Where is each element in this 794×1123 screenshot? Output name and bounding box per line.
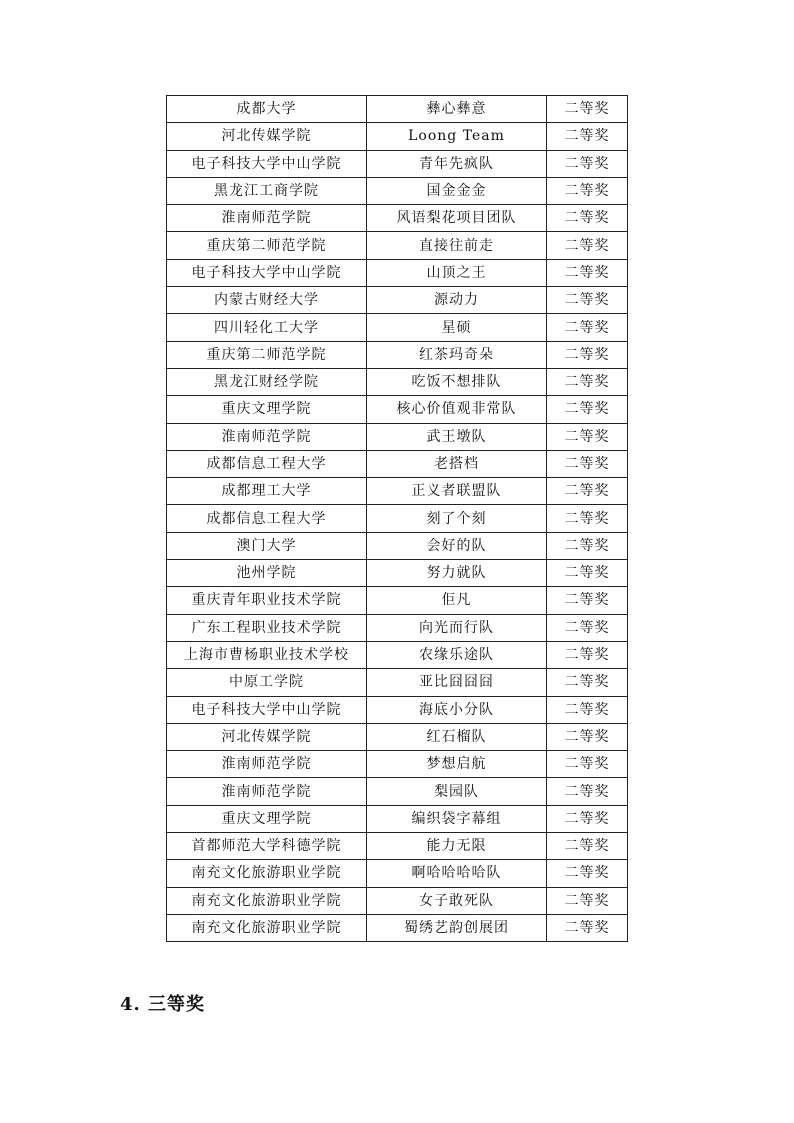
table-row (167, 341, 628, 368)
table-row (167, 396, 628, 423)
award-level-cell: 二等奖 (547, 614, 628, 641)
award-level-cell: 二等奖 (547, 259, 628, 286)
school-name-cell: 淮南师范学院 (167, 751, 367, 778)
team-name-cell: 会好的队 (367, 532, 547, 559)
team-name-cell: 农缘乐途队 (367, 641, 547, 668)
team-name-cell: 青年先疯队 (367, 150, 547, 177)
school-name-cell: 内蒙古财经大学 (167, 287, 367, 314)
school-name-cell: 电子科技大学中山学院 (167, 696, 367, 723)
award-level-cell: 二等奖 (547, 887, 628, 914)
school-name-cell: 重庆青年职业技术学院 (167, 587, 367, 614)
award-level-cell: 二等奖 (547, 150, 628, 177)
team-name-cell: 佢凡 (367, 587, 547, 614)
table-row (167, 423, 628, 450)
table-row (167, 123, 628, 150)
table-row (167, 751, 628, 778)
school-name-cell: 黑龙江财经学院 (167, 368, 367, 395)
team-name-cell: 国金金金 (367, 177, 547, 204)
team-name-cell: 能力无限 (367, 833, 547, 860)
award-level-cell: 二等奖 (547, 587, 628, 614)
award-level-cell: 二等奖 (547, 860, 628, 887)
team-name-cell: 风语梨花项目团队 (367, 205, 547, 232)
award-level-cell: 二等奖 (547, 96, 628, 123)
award-level-cell: 二等奖 (547, 423, 628, 450)
school-name-cell: 重庆第二师范学院 (167, 341, 367, 368)
table-row (167, 177, 628, 204)
school-name-cell: 成都信息工程大学 (167, 505, 367, 532)
school-name-cell: 南充文化旅游职业学院 (167, 887, 367, 914)
team-name-cell: 星硕 (367, 314, 547, 341)
award-level-cell: 二等奖 (547, 232, 628, 259)
award-level-cell: 二等奖 (547, 123, 628, 150)
team-name-cell: 梦想启航 (367, 751, 547, 778)
award-level-cell: 二等奖 (547, 805, 628, 832)
award-level-cell: 二等奖 (547, 560, 628, 587)
school-name-cell: 河北传媒学院 (167, 123, 367, 150)
school-name-cell: 中原工学院 (167, 669, 367, 696)
team-name-cell: 武王墩队 (367, 423, 547, 450)
school-name-cell: 南充文化旅游职业学院 (167, 860, 367, 887)
award-level-cell: 二等奖 (547, 778, 628, 805)
table-row (167, 532, 628, 559)
award-level-cell: 二等奖 (547, 641, 628, 668)
award-level-cell: 二等奖 (547, 669, 628, 696)
table-row (167, 287, 628, 314)
table-row (167, 914, 628, 941)
award-level-cell: 二等奖 (547, 368, 628, 395)
award-table (166, 95, 628, 942)
award-level-cell: 二等奖 (547, 314, 628, 341)
school-name-cell: 淮南师范学院 (167, 205, 367, 232)
school-name-cell: 广东工程职业技术学院 (167, 614, 367, 641)
table-row (167, 560, 628, 587)
team-name-cell: 编织袋字幕组 (367, 805, 547, 832)
team-name-cell: 啊哈哈哈哈队 (367, 860, 547, 887)
table-row (167, 860, 628, 887)
table-row (167, 887, 628, 914)
school-name-cell: 电子科技大学中山学院 (167, 259, 367, 286)
team-name-cell: 蜀绣艺韵创展团 (367, 914, 547, 941)
award-level-cell: 二等奖 (547, 914, 628, 941)
team-name-cell: 红茶玛奇朵 (367, 341, 547, 368)
team-name-cell: Loong Team (367, 123, 547, 150)
table-row (167, 587, 628, 614)
team-name-cell: 直接往前走 (367, 232, 547, 259)
school-name-cell: 河北传媒学院 (167, 723, 367, 750)
award-level-cell: 二等奖 (547, 833, 628, 860)
table-row (167, 478, 628, 505)
team-name-cell: 向光而行队 (367, 614, 547, 641)
school-name-cell: 重庆文理学院 (167, 805, 367, 832)
table-row (167, 669, 628, 696)
table-row (167, 805, 628, 832)
school-name-cell: 南充文化旅游职业学院 (167, 914, 367, 941)
table-row (167, 232, 628, 259)
award-table-body (167, 96, 628, 942)
award-level-cell: 二等奖 (547, 723, 628, 750)
team-name-cell: 女子敢死队 (367, 887, 547, 914)
table-row (167, 778, 628, 805)
team-name-cell: 山顶之王 (367, 259, 547, 286)
table-row (167, 833, 628, 860)
table-row (167, 96, 628, 123)
award-level-cell: 二等奖 (547, 751, 628, 778)
table-row (167, 259, 628, 286)
team-name-cell: 吃饭不想排队 (367, 368, 547, 395)
team-name-cell: 努力就队 (367, 560, 547, 587)
award-level-cell: 二等奖 (547, 396, 628, 423)
table-row (167, 368, 628, 395)
award-level-cell: 二等奖 (547, 341, 628, 368)
team-name-cell: 亚比囧囧囧 (367, 669, 547, 696)
table-row (167, 205, 628, 232)
table-row (167, 505, 628, 532)
award-level-cell: 二等奖 (547, 478, 628, 505)
table-row (167, 614, 628, 641)
award-level-cell: 二等奖 (547, 505, 628, 532)
team-name-cell: 老搭档 (367, 450, 547, 477)
school-name-cell: 首都师范大学科德学院 (167, 833, 367, 860)
table-row (167, 450, 628, 477)
team-name-cell: 源动力 (367, 287, 547, 314)
team-name-cell: 梨园队 (367, 778, 547, 805)
table-row (167, 314, 628, 341)
team-name-cell: 彝心彝意 (367, 96, 547, 123)
team-name-cell: 核心价值观非常队 (367, 396, 547, 423)
school-name-cell: 澳门大学 (167, 532, 367, 559)
section-heading-third-prize: 4. 三等奖 (120, 994, 206, 1015)
school-name-cell: 成都大学 (167, 96, 367, 123)
table-row (167, 723, 628, 750)
award-level-cell: 二等奖 (547, 205, 628, 232)
award-level-cell: 二等奖 (547, 287, 628, 314)
school-name-cell: 成都信息工程大学 (167, 450, 367, 477)
award-level-cell: 二等奖 (547, 450, 628, 477)
school-name-cell: 池州学院 (167, 560, 367, 587)
team-name-cell: 刻了个刻 (367, 505, 547, 532)
school-name-cell: 成都理工大学 (167, 478, 367, 505)
award-level-cell: 二等奖 (547, 532, 628, 559)
school-name-cell: 重庆第二师范学院 (167, 232, 367, 259)
table-row (167, 150, 628, 177)
team-name-cell: 海底小分队 (367, 696, 547, 723)
team-name-cell: 红石榴队 (367, 723, 547, 750)
school-name-cell: 电子科技大学中山学院 (167, 150, 367, 177)
school-name-cell: 淮南师范学院 (167, 423, 367, 450)
table-row (167, 641, 628, 668)
award-level-cell: 二等奖 (547, 177, 628, 204)
award-level-cell: 二等奖 (547, 696, 628, 723)
team-name-cell: 正义者联盟队 (367, 478, 547, 505)
school-name-cell: 上海市曹杨职业技术学校 (167, 641, 367, 668)
school-name-cell: 黑龙江工商学院 (167, 177, 367, 204)
school-name-cell: 淮南师范学院 (167, 778, 367, 805)
school-name-cell: 四川轻化工大学 (167, 314, 367, 341)
school-name-cell: 重庆文理学院 (167, 396, 367, 423)
table-row (167, 696, 628, 723)
